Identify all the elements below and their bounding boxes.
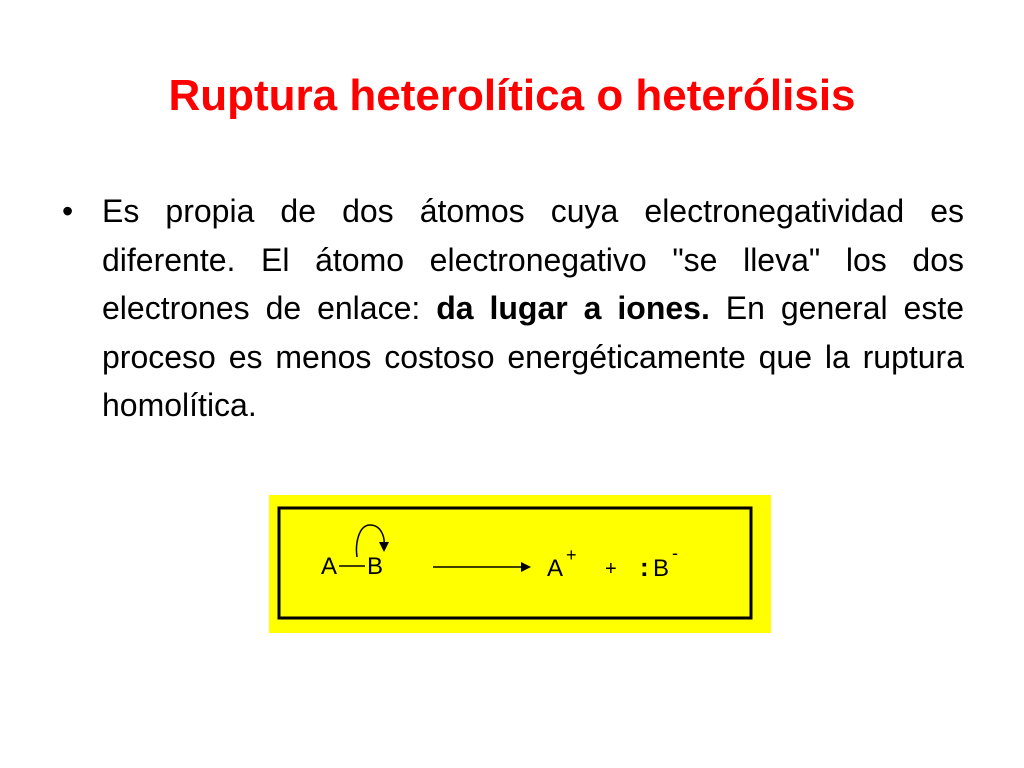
bullet-text-bold: da lugar a iones.: [436, 290, 710, 327]
lone-pair-dots: :: [640, 552, 649, 582]
reactant-a-label: A: [321, 553, 338, 580]
bullet-text-conclusion: En general este proceso es menos costoso energéticamente que la ruptura homolítica.: [102, 290, 965, 424]
reaction-diagram: [269, 495, 771, 633]
reaction-frame: [279, 508, 751, 618]
product-a-charge: +: [566, 545, 577, 565]
reactant-b-label: B: [367, 553, 384, 580]
bullet-item: [62, 187, 964, 430]
reaction-svg: [269, 495, 771, 633]
bullet-marker: •: [62, 193, 74, 229]
curved-arrow-head-icon: [379, 542, 389, 552]
plus-sign: +: [605, 558, 617, 580]
product-a-label: A: [547, 555, 564, 582]
product-b-label: B: [653, 555, 670, 582]
bullet-list: [62, 187, 964, 430]
slide-title: Ruptura heterolítica o heterólisis: [168, 71, 856, 120]
bullet-text-intro: Es propia de dos átomos cuya electronegatividad es diferente. El átomo electronegativo "se lleva" los dos electrones de enlace:: [102, 193, 964, 327]
product-b-charge: -: [672, 543, 678, 563]
reaction-arrow-head-icon: [521, 562, 531, 572]
